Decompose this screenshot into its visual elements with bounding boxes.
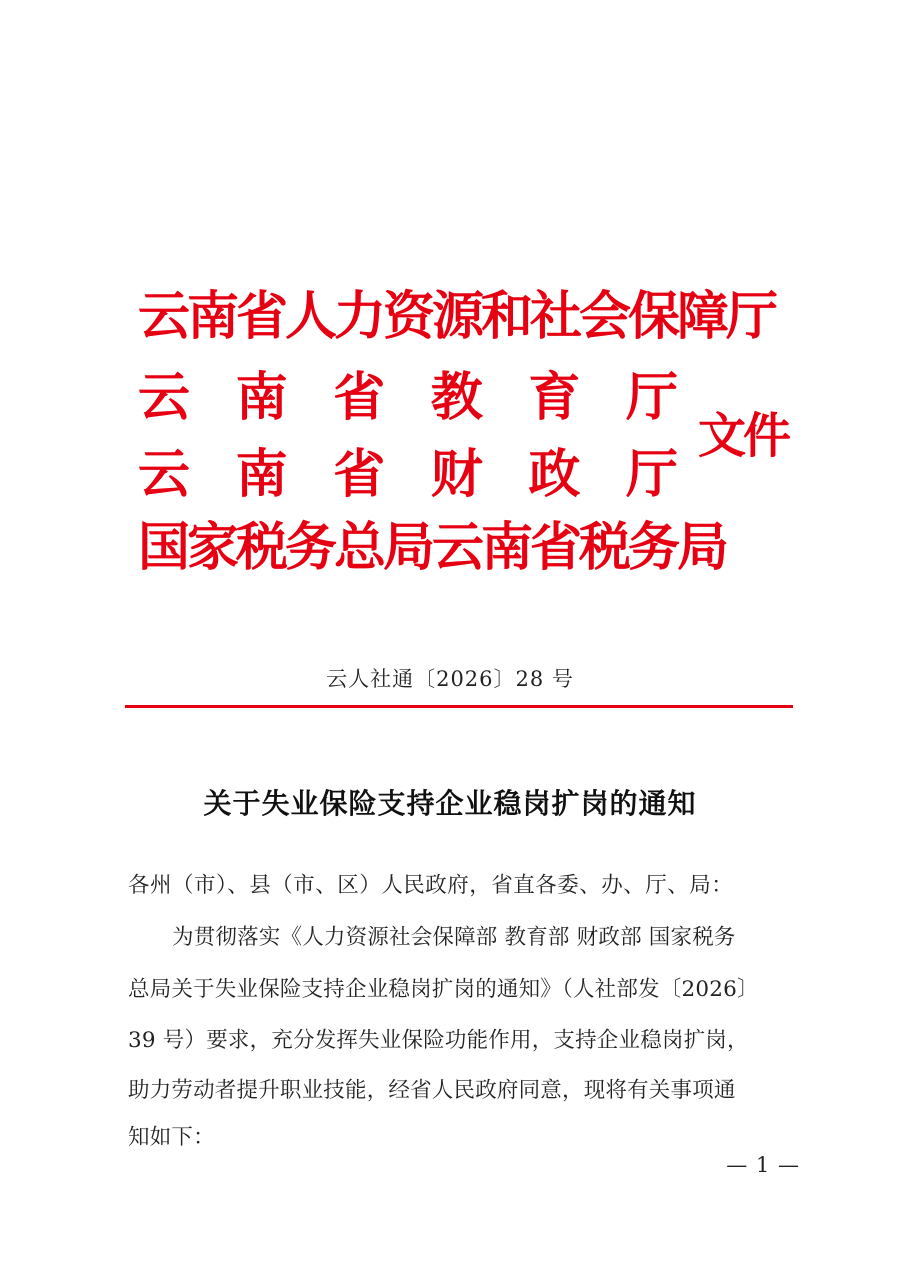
- agency-name-char: 厅: [625, 445, 678, 505]
- agency-name-char: 育: [528, 368, 581, 428]
- document-suffix-label: 文件: [698, 408, 789, 464]
- document-title: 关于失业保险支持企业稳岗扩岗的通知: [203, 787, 697, 820]
- agency-name-tax: 国家税务总局云南省税务局: [138, 518, 727, 578]
- agency-name-char: 省: [333, 445, 386, 505]
- paragraph-line: 为贯彻落实《人力资源社会保障部 教育部 财政部 国家税务: [172, 925, 736, 950]
- agency-name-hrss: 云南省人力资源和社会保障厅: [138, 287, 776, 347]
- agency-name-char: 南: [235, 445, 288, 505]
- paragraph-line: 39 号）要求，充分发挥失业保险功能作用，支持企业稳岗扩岗，: [128, 1028, 749, 1053]
- page-number: — 1 —: [726, 1153, 800, 1177]
- agency-name-char: 政: [528, 445, 581, 505]
- salutation: 各州（市）、县（市、区）人民政府，省直各委、办、厅、局：: [128, 873, 734, 898]
- agency-name-char: 省: [333, 368, 386, 428]
- agency-name-char: 云: [138, 368, 191, 428]
- agency-name-char: 云: [138, 445, 191, 505]
- paragraph-line: 总局关于失业保险支持企业稳岗扩岗的通知》（人社部发〔2026〕: [128, 977, 759, 1002]
- paragraph-line: 知如下：: [128, 1125, 215, 1150]
- red-separator-line: [125, 705, 793, 708]
- agency-name-education: [138, 366, 678, 430]
- document-number: 云人社通〔2026〕28 号: [326, 667, 574, 691]
- paragraph-line: 助力劳动者提升职业技能，经省人民政府同意，现将有关事项通: [128, 1078, 736, 1103]
- agency-name-char: 南: [235, 368, 288, 428]
- agency-name-char: 教: [430, 368, 483, 428]
- agency-name-finance: [138, 443, 678, 507]
- agency-name-char: 厅: [625, 368, 678, 428]
- agency-name-char: 财: [430, 445, 483, 505]
